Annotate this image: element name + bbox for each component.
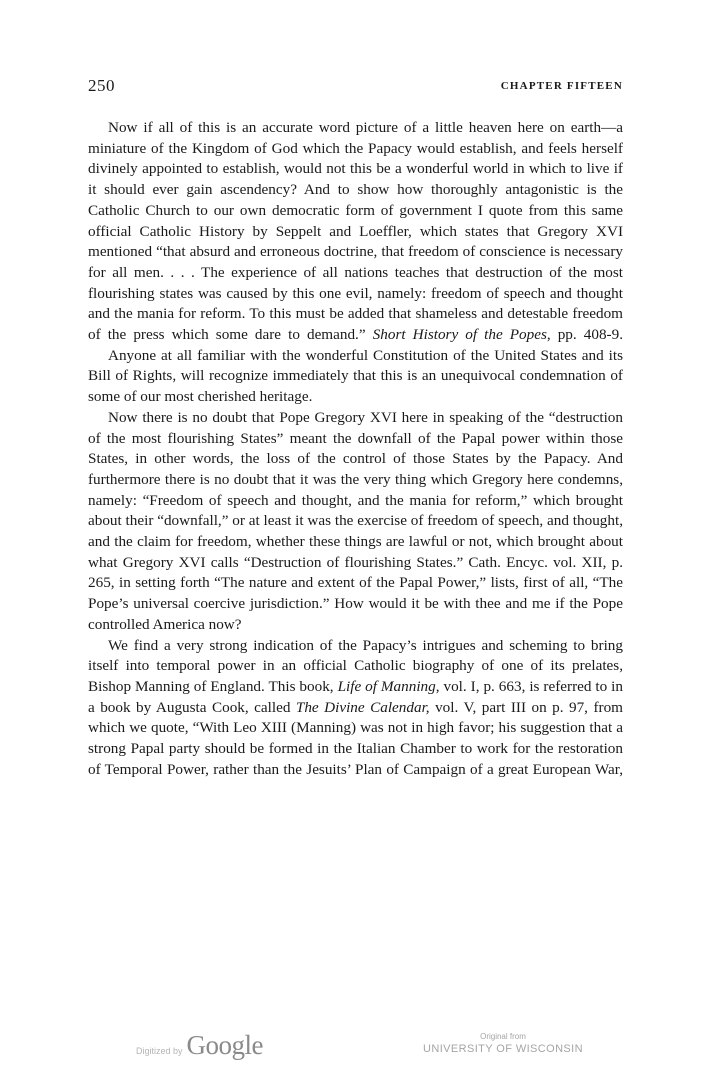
paragraph: [88, 636, 623, 781]
digitized-label: Digitized by: [136, 1046, 183, 1056]
digitized-by-watermark: [136, 1030, 263, 1061]
paragraph: [88, 118, 623, 346]
paragraph-text: Anyone at all familiar with the wonderful Constitution of the United States and its Bill of Rights, will recognize immediately that this is an unequivocal condemnation of some of our most cherished heritage.: [88, 346, 623, 406]
chapter-title: CHAPTER FIFTEEN: [500, 80, 623, 92]
paragraph: [88, 346, 623, 408]
paragraph-text: , vol. I, p. 663, is referred to in a book by Augusta Cook, called: [88, 677, 623, 716]
citation-pages: , pp. 408-9.: [546, 326, 623, 344]
page-header: [88, 76, 623, 100]
book-title: Life of Manning: [337, 677, 436, 695]
paragraph-text: We find a very strong indication of the Papacy’s intrigues and scheming to bring itself into temporal power in an official Catholic biography of one of its prelates, Bishop Manning of England. This book,: [88, 636, 623, 695]
source-name: UNIVERSITY OF WISCONSIN: [423, 1043, 583, 1055]
paragraph-text: vol. V, part III on p. 97, from which we quote, “With Leo XIII (Manning) was not in high favor; his suggestion that a strong Papal party should be formed in the Italian Chamber to work for the restoration of Temporal Power, rather than the Jesuits’ Plan of Campaign of a great European War,: [88, 698, 623, 778]
source-attribution: [418, 1032, 588, 1055]
paragraph-text: Now there is no doubt that Pope Gregory XVI here in speaking of the “destruction of the most flourishing States” meant the downfall of the Papal power within those States, in other words, the loss of the control of those States by the Papacy. And furthermore there is no doubt that it was the very thing which Gregory here condemns, namely: “Freedom of speech and thought, and the mania for reform,” which brought about their “downfall,” or at least it was the exercise of freedom of speech, and thought, and the claim for freedom, whether these things are lawful or not, which brought about what Gregory XVI calls “Destruction of flourishing States.” Cath. Encyc. vol. XII, p. 265, in setting forth “The nature and extent of the Papal Power,” lists, first of all, “The Pope’s universal coercive jurisdiction.” How would it be with thee and me if the Pope controlled America now?: [88, 408, 623, 633]
book-title: The Divine Calendar,: [295, 698, 430, 716]
google-logo: Google: [186, 1030, 264, 1060]
page-number: 250: [88, 76, 115, 95]
paragraph: [88, 408, 623, 636]
body-text: [88, 118, 623, 781]
citation-title: Short History of the Popes: [372, 326, 547, 344]
source-label: Original from: [480, 1032, 526, 1041]
paragraph-text: Now if all of this is an accurate word picture of a little heaven here on earth—a miniature of the Kingdom of God which the Papacy would establish, and feels herself divinely appointed to establish, would not this be a wonderful world in which to live if it should ever gain ascendency? And to show how thoroughly antagonistic is the Catholic Church to our own democratic form of government I quote from this same official Catholic History by Seppelt and Loeffler, which states that Gregory XVI mentioned “that absurd and erroneous doctrine, that freedom of conscience is necessary for all men. . . . The experience of all nations teaches that destruction of the most flourishing states was caused by this one evil, namely: freedom of speech and thought and the mania for reform. To this must be added that shameless and detestable freedom of the press which some dare to demand.”: [88, 119, 623, 344]
